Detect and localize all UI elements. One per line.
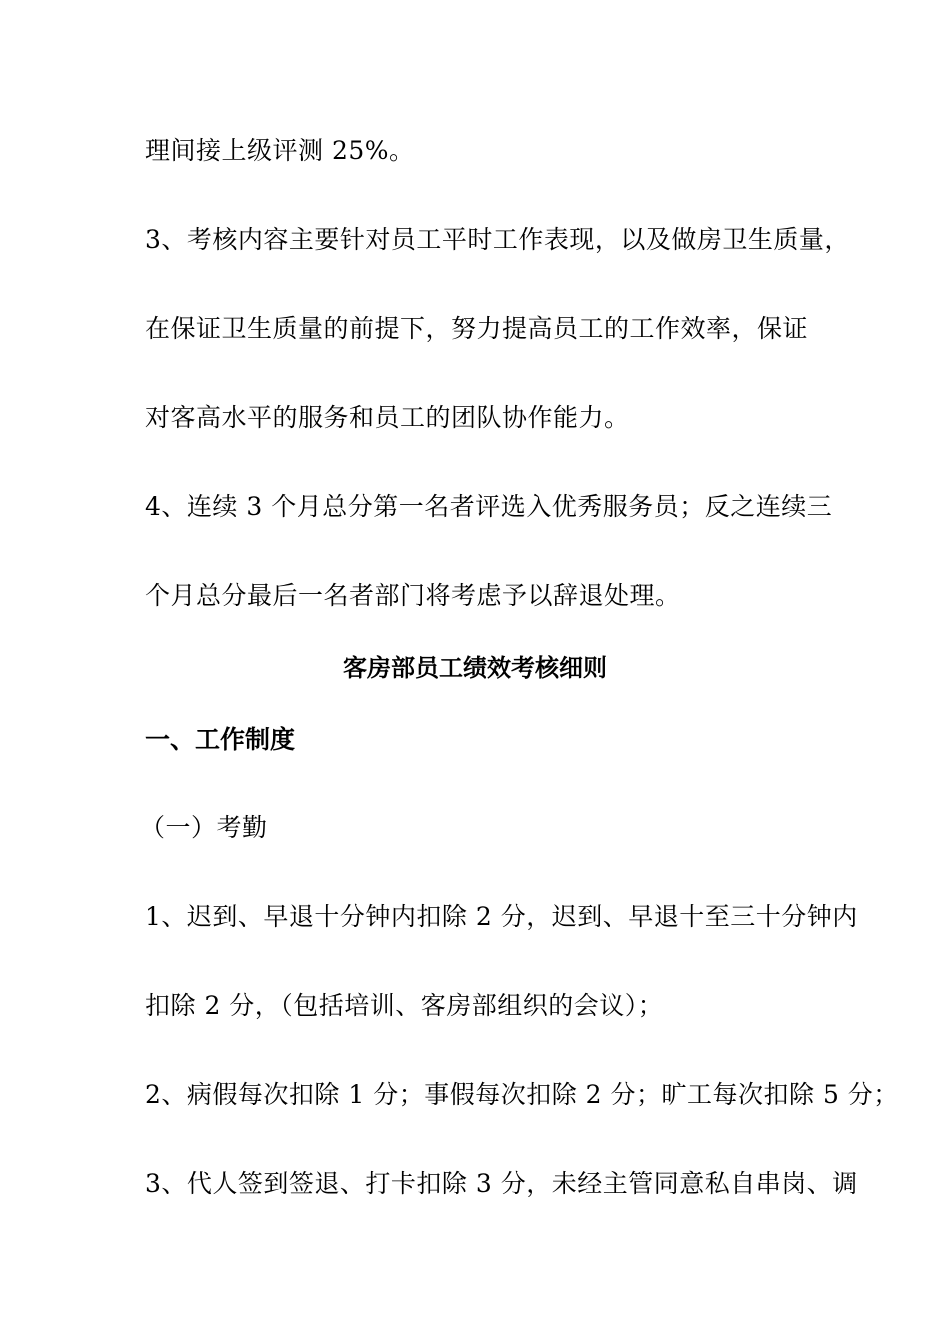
rule-line: 3、代人签到签退、打卡扣除 3 分，未经主管同意私自串岗、调 (145, 1169, 858, 1198)
rule-line: 扣除 2 分，（包括培训、客房部组织的会议）； (145, 991, 664, 1020)
paragraph-line: 个月总分最后一名者部门将考虑予以辞退处理。 (145, 581, 681, 610)
document-title: 客房部员工绩效考核细则 (343, 654, 607, 682)
paragraph-line: 4、连续 3 个月总分第一名者评选入优秀服务员；反之连续三 (145, 492, 833, 521)
subsection-heading: （一）考勤 (140, 813, 268, 842)
rule-line: 2、病假每次扣除 1 分；事假每次扣除 2 分；旷工每次扣除 5 分； (145, 1080, 899, 1109)
paragraph-line: 对客高水平的服务和员工的团队协作能力。 (145, 403, 630, 432)
section-heading: 一、工作制度 (145, 725, 296, 754)
paragraph-line: 理间接上级评测 25%。 (145, 136, 415, 165)
paragraph-line: 在保证卫生质量的前提下，努力提高员工的工作效率，保证 (145, 314, 809, 343)
rule-line: 1、迟到、早退十分钟内扣除 2 分，迟到、早退十至三十分钟内 (145, 902, 858, 931)
paragraph-line: 3、考核内容主要针对员工平时工作表现，以及做房卫生质量， (145, 225, 850, 254)
